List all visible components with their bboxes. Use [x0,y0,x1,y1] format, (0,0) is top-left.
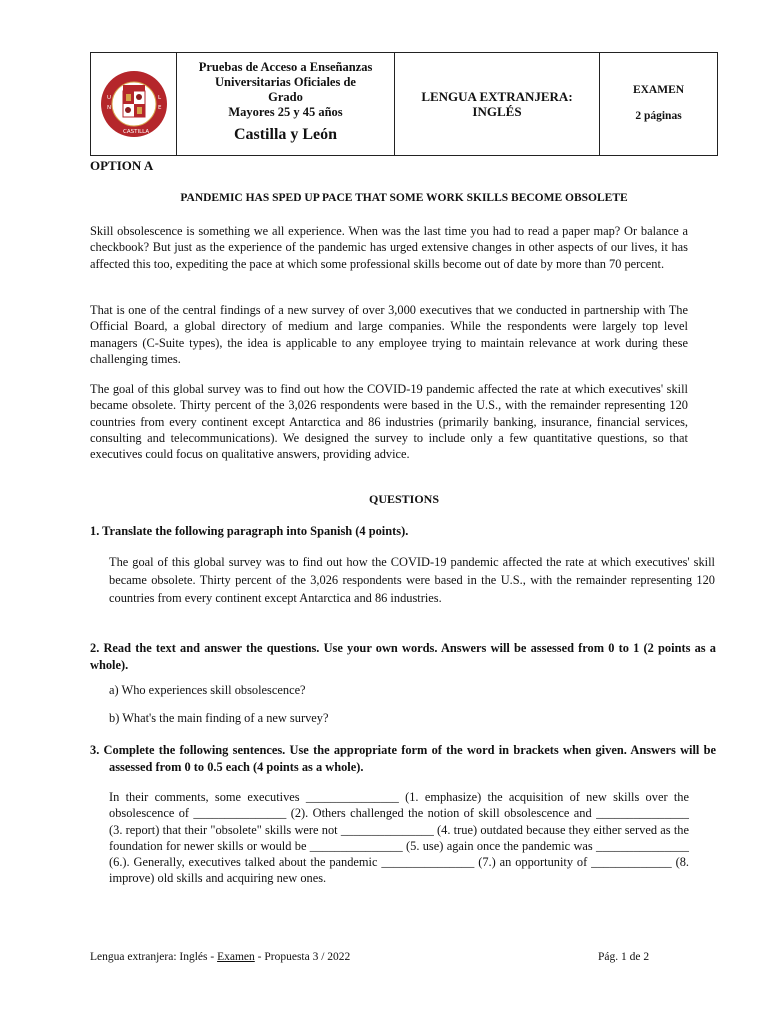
subject-line: INGLÉS [472,104,522,119]
footer-suffix: - Propuesta 3 / 2022 [254,951,351,963]
page-count: 2 páginas [635,110,682,122]
question-3-prompt: 3. Complete the following sentences. Use the appropriate form of the word in brackets when given. Answers will be assessed from 0 to 0.5 each (4 points as a whole). [90,743,716,774]
paragraph: The goal of this global survey was to find out how the COVID-19 pandemic affected the rate at which executives' skill became obsolete. Thirty percent of the 3,026 respondents were based in the U.S., with the remainder representing 120 countries from every continent except Antarctica and 86 industries (primarily banking, insurance, financial services, consulting and telecommunications). We designed the survey to include only a few quantitative questions, so that executives could focus on qualitative answers, providing advice. [90,382,688,462]
question-2-prompt: 2. Read the text and answer the questions. Use your own words. Answers will be assessed from 0 to 1 (2 points as a whole). [90,641,716,672]
question-1-text: The goal of this global survey was to find out how the COVID-19 pandemic affected the rate at which executives' skill became obsolete. Thirty percent of the 3,026 respondents were based in the U.S., with the remainder representing 120 countries from every continent except Antarctica and 86 industries. [109,555,715,605]
institution-line: Grado [268,90,303,104]
exam-cell [600,53,717,155]
page-number: Pág. 1 de 2 [598,951,650,963]
header-table [90,52,718,156]
region-label: Castilla y León [233,126,338,143]
option-label: OPTION A [90,158,154,173]
subject-line: LENGUA EXTRANJERA: [421,89,573,104]
svg-text:L: L [157,95,161,101]
article-title: PANDEMIC HAS SPED UP PACE THAT SOME WORK SKILLS BECOME OBSOLETE [180,192,628,204]
question-1-prompt: 1. Translate the following paragraph into Spanish (4 points). [90,524,409,538]
question-2a: a) Who experiences skill obsolescence? [109,683,306,697]
institution-line: Universitarias Oficiales de [215,75,356,89]
paragraph: Skill obsolescence is something we all experience. When was the last time you had to read a paper map? Or balance a checkbook? But just as the experience of the pandemic has urged extensive changes in other aspects of our lives, it has affected this too, expediting the pace at which some professional skills become out of date by more than 70 percent. [90,224,688,271]
svg-text:U: U [106,95,111,101]
svg-text:E: E [157,105,161,111]
institution-cell [177,53,395,155]
question-3-text: In their comments, some executives _______________ (1. emphasize) the acquisition of new skills over the obsolescence of _______________ (2). Others challenged the notion of skill obsolescence and _______________ (3. report) that their "obsolete" skills were not _______________ (4. true) outdated because they either served as the foundation for newer skills or would be _______________ (5. use) again once the pandemic was _______________ (6.). Generally, executives talked about the pandemic _______________ (7.) an opportunity of _____________ (8. improve) old skills and acquiring new ones. [109,790,689,886]
subject-cell [395,53,600,155]
institution-line: Pruebas de Acceso a Enseñanzas [198,60,373,74]
questions-heading: QUESTIONS [368,492,440,506]
university-seal-icon [99,69,169,139]
svg-text:CASTILLA: CASTILLA [122,129,149,135]
footer-prefix: Lengua extranjera: Inglés - [90,951,218,963]
footer-left [90,951,350,963]
footer-underlined: Examen [217,951,255,963]
exam-label: EXAMEN [632,84,685,96]
svg-text:N: N [106,105,111,111]
university-seal-cell [91,53,177,155]
paragraph: That is one of the central findings of a new survey of over 3,000 executives that we conducted in partnership with The Official Board, a global directory of medium and large companies. While the respondents were largely top level managers (C-Suite types), the idea is applicable to any employee trying to maintain relevance at work during these challenging times. [90,303,688,366]
question-2b: b) What's the main finding of a new survey? [109,711,329,725]
institution-line: Mayores 25 y 45 años [228,105,343,119]
